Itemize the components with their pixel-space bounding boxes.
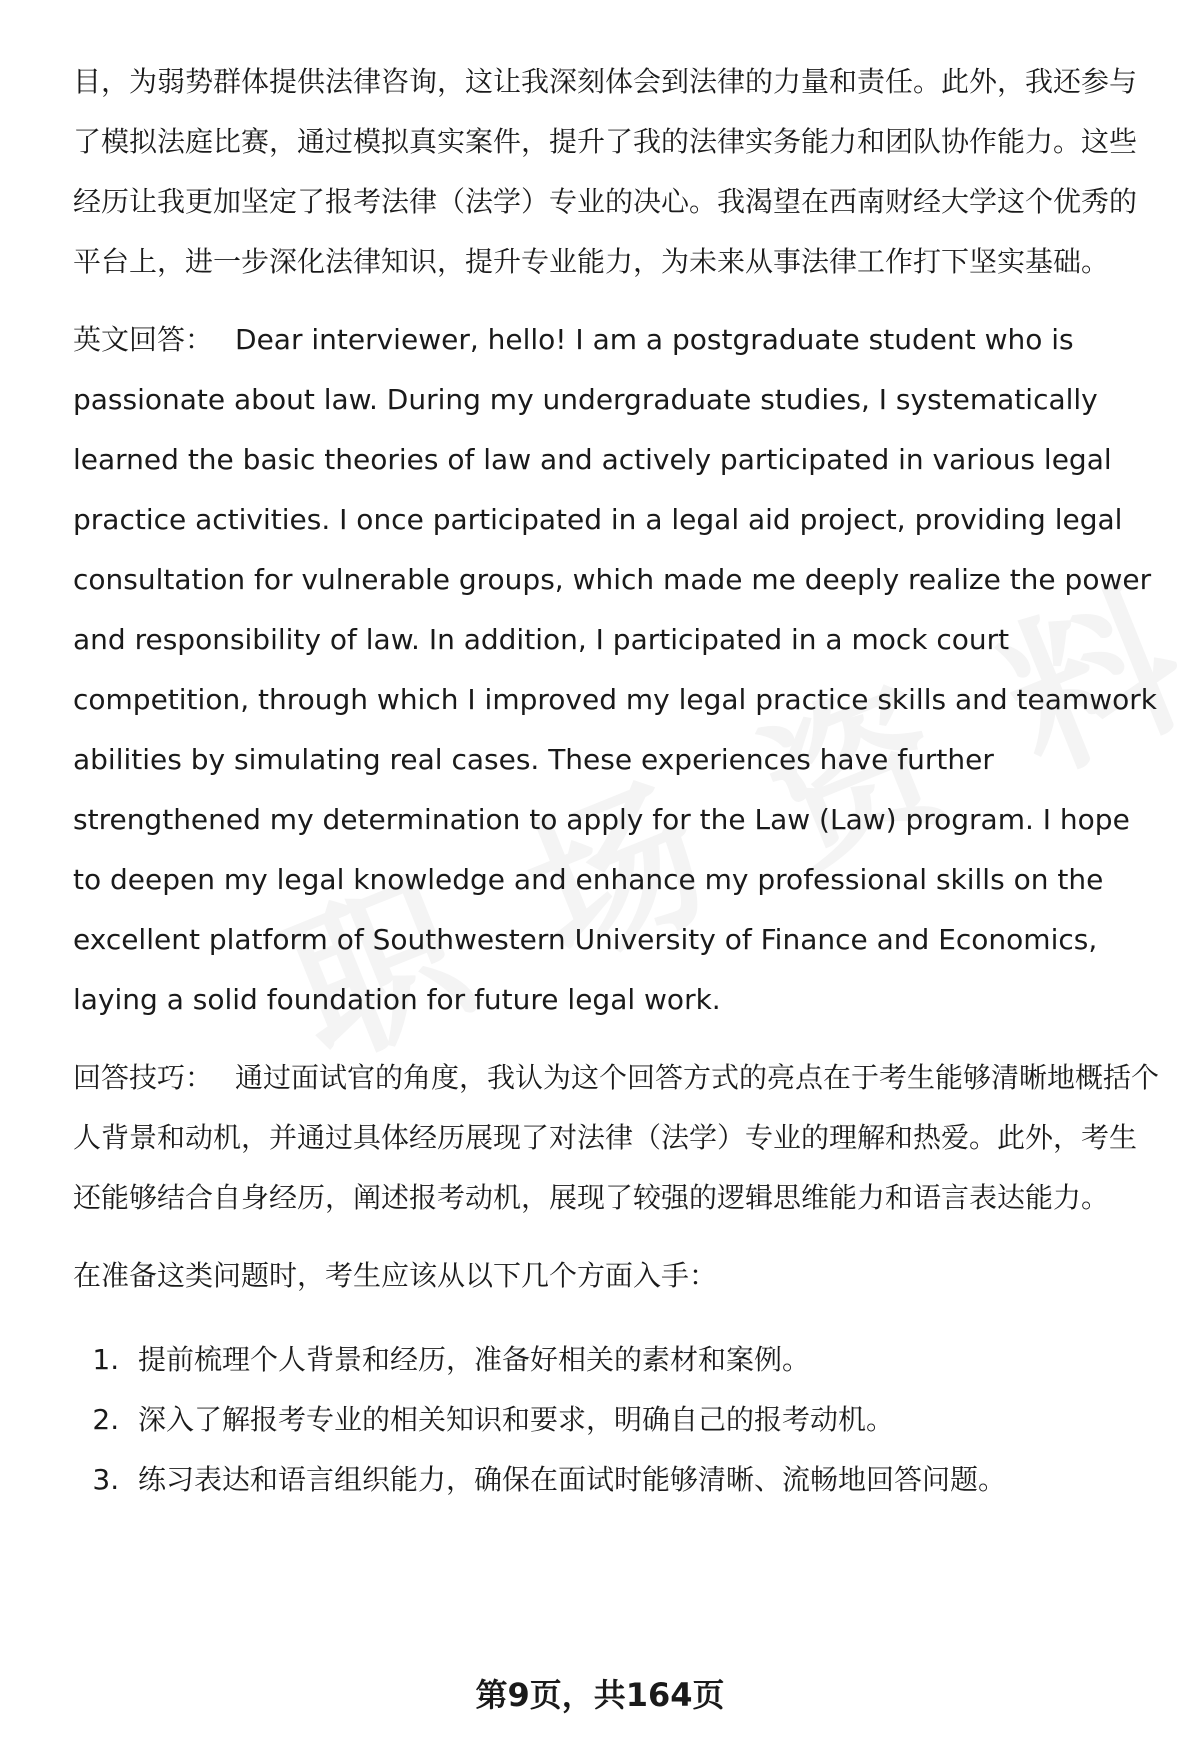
tips-label: 回答技巧： (73, 1061, 214, 1094)
list-item: 2. 深入了解报考专业的相关知识和要求，明确自己的报考动机。 (128, 1390, 1163, 1450)
list-item: 3. 练习表达和语言组织能力，确保在面试时能够清晰、流畅地回答问题。 (128, 1450, 1163, 1510)
tips-text: 通过面试官的角度，我认为这个回答方式的亮点在于考生能够清晰地概括个人背景和动机，并通过具体经历展现了对法律（法学）专业的理解和热爱。此外，考生还能够结合自身经历，阐述报考动机，展现了较强的逻辑思维能力和语言表达能力。 (73, 1061, 1160, 1214)
tips-paragraph (73, 1048, 1163, 1228)
intro-continuation-paragraph: 目，为弱势群体提供法律咨询，这让我深刻体会到法律的力量和责任。此外，我还参与了模拟法庭比赛，通过模拟真实案件，提升了我的法律实务能力和团队协作能力。这些经历让我更加坚定了报考法律（法学）专业的决心。我渴望在西南财经大学这个优秀的平台上，进一步深化法律知识，提升专业能力，为未来从事法律工作打下坚实基础。 (73, 65, 1138, 278)
list-item: 1. 提前梳理个人背景和经历，准备好相关的素材和案例。 (128, 1330, 1163, 1390)
english-answer-paragraph (73, 310, 1163, 1030)
prep-list (73, 1330, 1163, 1510)
english-answer-text: Dear interviewer, hello! I am a postgraduate student who is passionate about law. During my undergraduate studies, I systematically learned the basic theories of law and actively participated in various legal practice activities. I once participated in a legal aid project, providing legal consultation for vulnerable groups, which made me deeply realize the power and responsibility of law. In addition, I participated in a mock court competition, through which I improved my legal practice skills and teamwork abilities by simulating real cases. These experiences have further strengthened my determination to apply for the Law (Law) program. I hope to deepen my legal knowledge and enhance my professional skills on the excellent platform of Southwestern University of Finance and Economics, laying a solid foundation for future legal work. (73, 323, 1157, 1016)
document-body (73, 52, 1163, 1510)
page-number-footer: 第9页，共164页 (475, 1676, 725, 1714)
english-answer-label: 英文回答： (73, 323, 214, 356)
prep-intro-paragraph: 在准备这类问题时，考生应该从以下几个方面入手： (73, 1259, 718, 1292)
